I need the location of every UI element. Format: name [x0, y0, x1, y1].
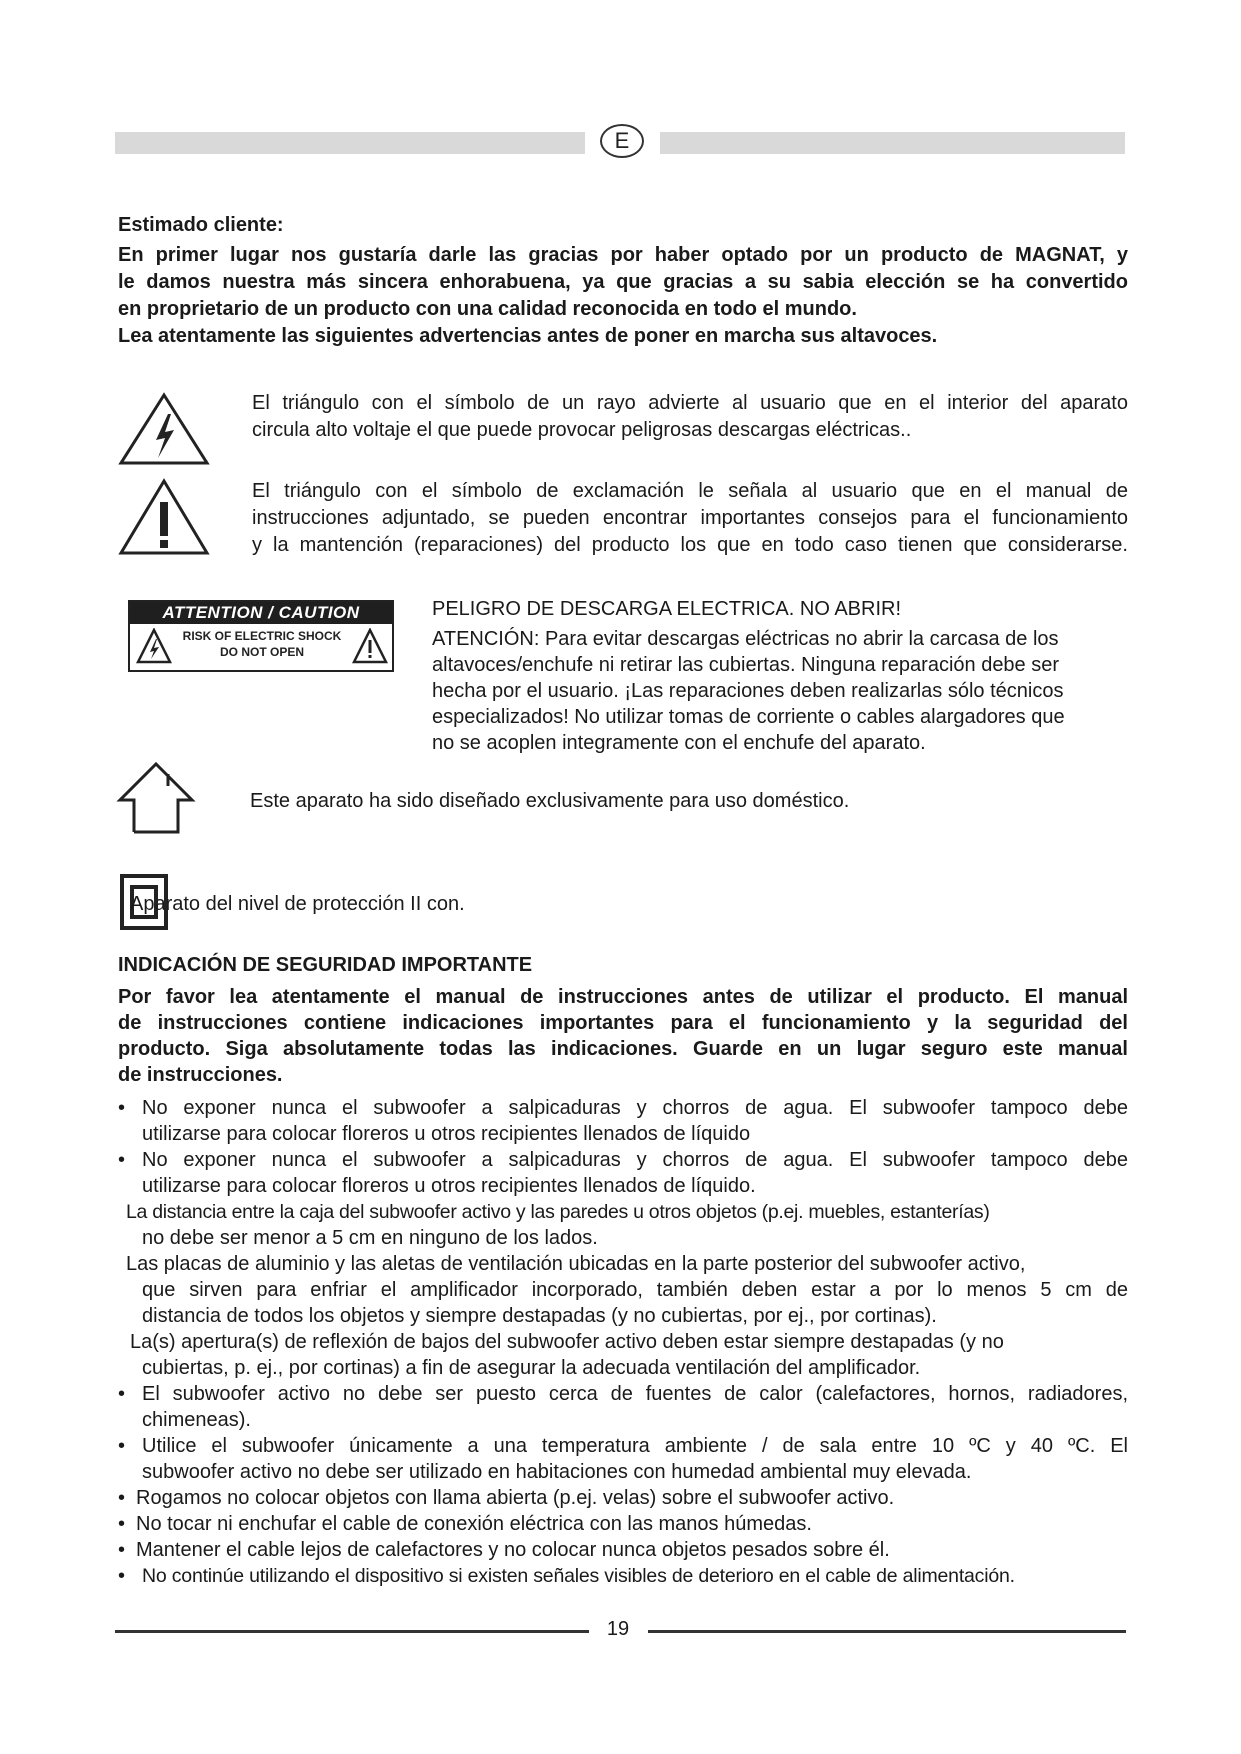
safety-intro-line: de instrucciones.: [118, 1064, 283, 1086]
caution-label-line: DO NOT OPEN: [219, 645, 304, 659]
list-item-line: Las placas de aluminio y las aletas de ventilación ubicadas en la parte posterior del subwoofer activo,: [126, 1253, 1026, 1275]
language-badge: E: [600, 124, 644, 158]
intro-line: en proprietario de un producto con una calidad reconocida en todo el mundo.: [118, 298, 857, 320]
caution-line: ATENCIÓN: Para evitar descargas eléctricas no abrir la carcasa de los: [432, 628, 1059, 650]
list-item-line: La(s) apertura(s) de reflexión de bajos del subwoofer activo deben estar siempre destapadas (y no: [130, 1331, 1004, 1353]
list-item-line: No exponer nunca el subwoofer a salpicaduras y chorros de agua. El subwoofer tampoco debe: [142, 1097, 1128, 1119]
intro-paragraph: [118, 242, 1128, 350]
list-item-line: chimeneas).: [142, 1409, 251, 1431]
list-item: [130, 1329, 1128, 1381]
intro-line: Lea atentamente las siguientes advertencias antes de poner en marcha sus altavoces.: [118, 325, 938, 347]
safety-intro-line: Por favor lea atentamente el manual de instrucciones antes de utilizar el producto. El manual: [118, 986, 1128, 1008]
list-item: [118, 1147, 1128, 1199]
safety-heading: INDICACIÓN DE SEGURIDAD IMPORTANTE: [118, 954, 533, 976]
safety-intro-line: producto. Siga absolutamente todas las indicaciones. Guarde en un lugar seguro este manual: [118, 1038, 1128, 1060]
list-item: [126, 1199, 1136, 1251]
caution-label: [128, 600, 394, 672]
caution-label-body: [130, 624, 392, 670]
exclamation-line: El triángulo con el símbolo de exclamación le señala al usuario que en el manual de: [252, 480, 1128, 502]
list-item-line: subwoofer activo no debe ser utilizado en habitaciones con humedad ambiental muy elevada.: [142, 1461, 972, 1483]
list-item-line: La distancia entre la caja del subwoofer activo y las paredes u otros objetos (p.ej. muebles, estanterías): [126, 1201, 990, 1223]
list-item-line: No tocar ni enchufar el cable de conexión eléctrica con las manos húmedas.: [136, 1513, 812, 1535]
exclamation-description: [252, 478, 1128, 559]
list-item: [118, 1537, 1128, 1563]
list-item-line: que sirven para enfriar el amplificador incorporado, también deben estar a por lo menos 5 cm de: [142, 1279, 1128, 1301]
list-item-line: no debe ser menor a 5 cm en ninguno de los lados.: [142, 1227, 598, 1249]
caution-line: PELIGRO DE DESCARGA ELECTRICA. NO ABRIR!: [432, 598, 902, 620]
house-icon: [114, 760, 198, 834]
list-item-line: Mantener el cable lejos de calefactores y no colocar nunca objetos pesados sobre él.: [136, 1539, 890, 1561]
footer-rule-right: [648, 1630, 1126, 1633]
exclamation-line: y la mantención (reparaciones) del producto los que en todo caso tienen que considerarse.: [252, 534, 1128, 556]
list-item: [118, 1381, 1128, 1433]
safety-intro-line: de instrucciones contiene indicaciones importantes para el funcionamiento y la seguridad del: [118, 1012, 1128, 1034]
list-item: [118, 1511, 1128, 1537]
list-item: [118, 1485, 1128, 1511]
list-item-line: No exponer nunca el subwoofer a salpicaduras y chorros de agua. El subwoofer tampoco debe: [142, 1149, 1128, 1171]
caution-label-line: RISK OF ELECTRIC SHOCK: [182, 629, 342, 643]
lightning-line: circula alto voltaje el que puede provocar peligrosas descargas eléctricas..: [252, 419, 912, 441]
lightning-line: El triángulo con el símbolo de un rayo advierte al usuario que en el interior del aparato: [252, 392, 1128, 414]
safety-intro: [118, 984, 1128, 1088]
caution-line: especializados! No utilizar tomas de corriente o cables alargadores que: [432, 706, 1065, 728]
class-ii-description: Aparato del nivel de protección II con.: [130, 893, 465, 915]
bullet-icon: •: [118, 1383, 126, 1405]
list-item: [118, 1433, 1128, 1485]
intro-line: En primer lugar nos gustaría darle las gracias por haber optado por un producto de MAGNAT, y: [118, 244, 1128, 266]
lightning-description: [252, 390, 1128, 444]
caution-label-text: [174, 628, 350, 660]
exclamation-line: instrucciones adjuntado, se pueden encontrar importantes consejos para el funcionamiento: [252, 507, 1128, 529]
greeting: Estimado cliente:: [118, 214, 284, 236]
bullet-icon: •: [118, 1435, 126, 1457]
header-bar-left: [115, 132, 585, 154]
bullet-icon: •: [118, 1539, 126, 1561]
caution-label-heading: ATTENTION / CAUTION: [130, 602, 392, 624]
bullet-icon: •: [118, 1487, 126, 1509]
header-bar-right: [660, 132, 1125, 154]
list-item-line: Rogamos no colocar objetos con llama abierta (p.ej. velas) sobre el subwoofer activo.: [136, 1487, 895, 1509]
list-item-line: No continúe utilizando el dispositivo si existen señales visibles de deterioro en el cable de alimentación.: [142, 1565, 1015, 1587]
list-item: [118, 1563, 1128, 1589]
list-item-line: utilizarse para colocar floreros u otros recipientes llenados de líquido.: [142, 1175, 756, 1197]
list-item-line: El subwoofer activo no debe ser puesto cerca de fuentes de calor (calefactores, hornos, radiadores,: [142, 1383, 1128, 1405]
list-item-line: utilizarse para colocar floreros u otros recipientes llenados de líquido: [142, 1123, 751, 1145]
list-item: [126, 1251, 1128, 1329]
exclamation-warning-icon: [118, 478, 210, 556]
page-number: 19: [606, 1618, 630, 1640]
footer-rule-left: [115, 1630, 589, 1633]
list-item: [118, 1095, 1128, 1147]
caution-line: hecha por el usuario. ¡Las reparaciones deben realizarlas sólo técnicos: [432, 680, 1064, 702]
bullet-icon: •: [118, 1513, 126, 1535]
list-item-line: Utilice el subwoofer únicamente a una temperatura ambiente / de sala entre 10 ºC y 40 ºC. El: [142, 1435, 1128, 1457]
caution-line: no se acoplen integramente con el enchufe del aparato.: [432, 732, 926, 754]
bullet-icon: •: [118, 1149, 126, 1171]
lightning-warning-icon: [118, 392, 210, 466]
caution-description: [432, 596, 1128, 756]
bullet-icon: •: [118, 1097, 126, 1119]
list-item-line: cubiertas, p. ej., por cortinas) a fin de asegurar la adecuada ventilación del amplificador.: [142, 1357, 921, 1379]
intro-line: le damos nuestra más sincera enhorabuena, ya que gracias a su sabia elección se ha convertido: [118, 271, 1128, 293]
house-description: Este aparato ha sido diseñado exclusivamente para uso doméstico.: [250, 790, 850, 812]
exclamation-warning-icon: [352, 628, 388, 664]
bullet-icon: •: [118, 1565, 126, 1587]
list-item-line: distancia de todos los objetos y siempre destapadas (y no cubiertas, por ej., por cortinas).: [142, 1305, 937, 1327]
caution-line: altavoces/enchufe ni retirar las cubiertas. Ninguna reparación debe ser: [432, 654, 1060, 676]
lightning-warning-icon: [136, 628, 172, 664]
